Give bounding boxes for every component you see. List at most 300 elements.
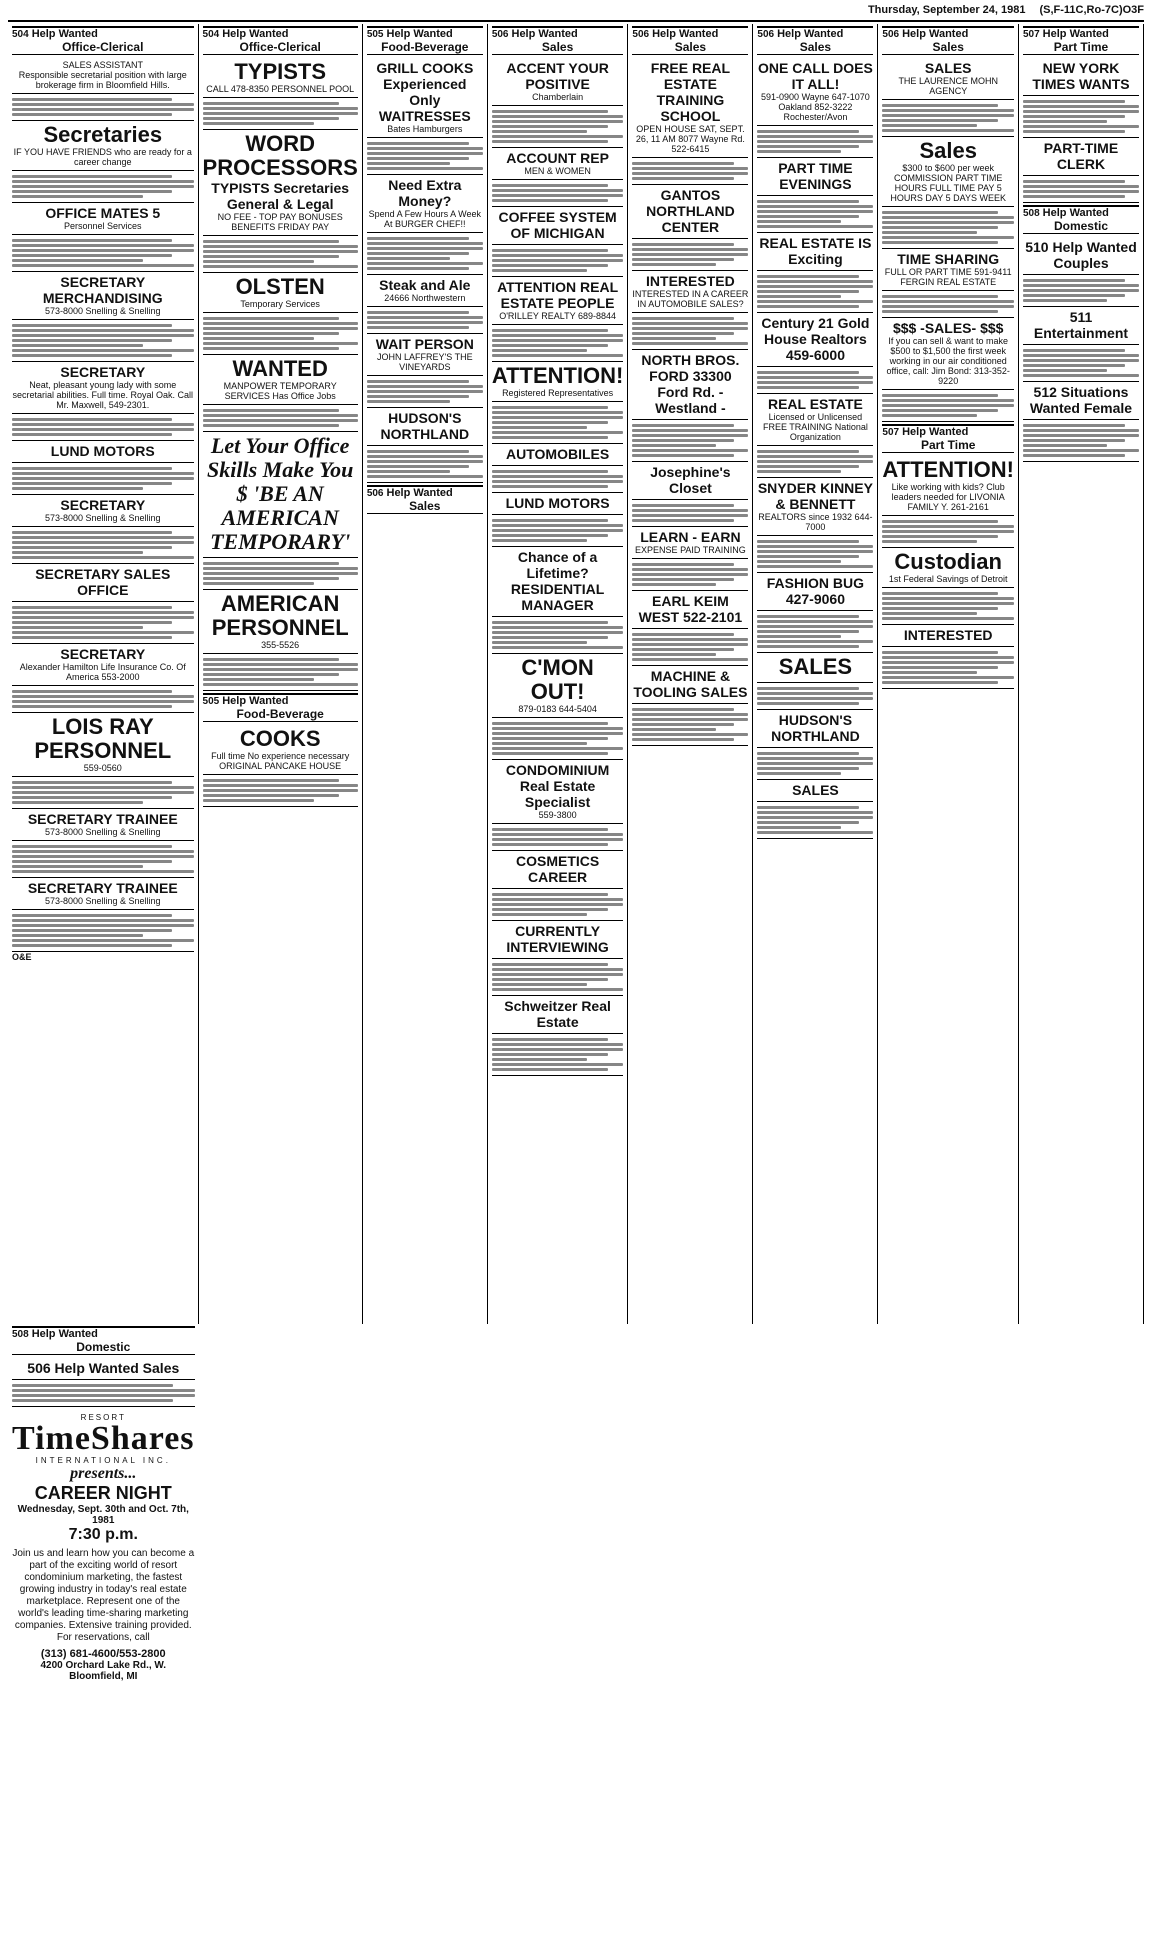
- ad-body-text: [882, 390, 1014, 422]
- text-line: [492, 1063, 624, 1066]
- text-line: [12, 705, 172, 708]
- ad-title: Century 21 Gold House Realtors 459-6000: [761, 315, 870, 363]
- text-line: [492, 737, 608, 740]
- text-line: [203, 117, 340, 120]
- classified-ad: [1023, 382, 1139, 420]
- text-line: [12, 113, 172, 116]
- ad-body-text: [12, 320, 194, 362]
- text-line: [492, 120, 624, 123]
- ad-body-text: [203, 98, 358, 130]
- ad-detail: $300 to $600 per week COMMISSION PART TIME HOURS FULL TIME PAY 5 HOURS DAY 5 DAYS WEEK: [890, 163, 1006, 203]
- classified-ad: [632, 185, 748, 239]
- text-line: [632, 568, 748, 571]
- ad-title: FASHION BUG 427-9060: [766, 575, 865, 607]
- section-category: Sales: [409, 499, 441, 513]
- section-number: 507: [1022, 29, 1040, 40]
- classified-ad: [203, 432, 358, 558]
- text-line: [632, 723, 734, 726]
- classified-ad: [757, 780, 873, 802]
- text-line: [12, 1384, 173, 1387]
- text-line: [492, 1043, 624, 1046]
- ad-title: INTERESTED: [646, 273, 735, 289]
- text-line: [12, 541, 194, 544]
- text-line: [492, 752, 608, 755]
- section-header: [882, 26, 1014, 55]
- text-line: [882, 409, 998, 412]
- text-line: [367, 395, 469, 398]
- ad-body-text: [882, 516, 1014, 548]
- section-number: 505: [202, 696, 220, 707]
- section-title: Help Wanted: [222, 695, 289, 707]
- text-line: [12, 796, 172, 799]
- ad-body-text: [203, 405, 358, 432]
- ad-body-text: [12, 841, 194, 878]
- ad-title: 506 Help Wanted Sales: [27, 1360, 180, 1376]
- ad-detail: FULL OR PART TIME 591-9411 FERGIN REAL ESTATE: [884, 267, 1012, 287]
- section-number: 508: [1022, 208, 1040, 219]
- section-number: 507: [882, 427, 900, 438]
- ad-body-text: [632, 158, 748, 185]
- text-line: [632, 519, 734, 522]
- text-line: [882, 129, 1014, 132]
- text-line: [757, 130, 859, 133]
- classified-ad: [1023, 138, 1139, 176]
- section-number: 508: [12, 1329, 29, 1340]
- text-line: [882, 124, 977, 127]
- ad-detail: Bates Hamburgers: [387, 124, 463, 134]
- text-line: [882, 109, 1014, 112]
- text-line: [632, 327, 748, 330]
- text-line: [12, 855, 194, 858]
- text-line: [12, 695, 194, 698]
- classified-ad: [882, 137, 1014, 207]
- classified-ad: [367, 408, 483, 446]
- text-line: [632, 728, 716, 731]
- text-line: [492, 485, 608, 488]
- text-line: [632, 322, 748, 325]
- text-line: [492, 973, 624, 976]
- text-line: [492, 913, 587, 916]
- text-line: [757, 465, 859, 468]
- ad-title: EARL KEIM WEST 522-2101: [638, 593, 743, 625]
- ad-title: SECRETARY TRAINEE: [27, 811, 178, 827]
- section-header: [882, 424, 1014, 453]
- section-title: Help Wanted: [1042, 28, 1109, 40]
- ad-title: SECRETARY MERCHANDISING: [42, 274, 163, 306]
- ad-title: ATTENTION REAL ESTATE PEOPLE: [497, 279, 619, 311]
- text-line: [12, 259, 143, 262]
- text-line: [492, 199, 608, 202]
- text-line: [367, 257, 451, 260]
- text-line: [757, 540, 859, 543]
- text-line: [1023, 195, 1125, 198]
- ad-body-text: [757, 196, 873, 233]
- text-line: [12, 1389, 195, 1392]
- ad-body-text: [12, 686, 194, 713]
- ad-body-text: [12, 463, 194, 495]
- text-line: [757, 640, 873, 643]
- text-line: [757, 150, 841, 153]
- ad-detail: JOHN LAFFREY'S THE VINEYARDS: [377, 352, 473, 372]
- text-line: [882, 607, 998, 610]
- text-line: [12, 700, 194, 703]
- text-line: [492, 742, 587, 745]
- text-line: [1023, 125, 1139, 128]
- ad-body-text: [757, 748, 873, 780]
- text-line: [492, 249, 608, 252]
- ad-body-text: [367, 446, 483, 483]
- text-line: [12, 626, 143, 629]
- text-line: [203, 337, 315, 340]
- ad-body-text: [367, 307, 483, 334]
- text-line: [632, 243, 734, 246]
- text-line: [367, 167, 483, 170]
- text-line: [492, 646, 624, 649]
- text-line: [12, 487, 143, 490]
- classified-ad: [203, 130, 358, 236]
- ad-title: GANTOS NORTHLAND CENTER: [646, 187, 735, 235]
- ad-title: ONE CALL DOES IT ALL!: [757, 60, 873, 92]
- classified-ad: [492, 444, 624, 466]
- text-line: [367, 247, 483, 250]
- ad-detail: 573-8000 Snelling & Snelling: [44, 306, 161, 316]
- ad-title: SECRETARY TRAINEE: [27, 880, 178, 896]
- classified-ad: [12, 121, 194, 171]
- text-line: [882, 666, 998, 669]
- section-title: Help Wanted: [777, 28, 844, 40]
- section-category: Part Time: [920, 438, 976, 452]
- text-line: [757, 645, 859, 648]
- text-line: [12, 845, 172, 848]
- timeshares-presents: presents...: [70, 1465, 137, 1482]
- text-line: [203, 668, 358, 671]
- text-line: [1023, 369, 1107, 372]
- ad-headline: ATTENTION!: [882, 457, 1014, 482]
- ad-body-text: [12, 94, 194, 121]
- ad-detail: Personnel Services: [64, 221, 142, 231]
- text-line: [882, 236, 1014, 239]
- text-line: [12, 324, 172, 327]
- text-line: [203, 424, 340, 427]
- text-line: [492, 983, 587, 986]
- ad-headline: LOIS RAY PERSONNEL: [34, 714, 172, 763]
- text-line: [1023, 120, 1107, 123]
- ad-title: 512 Situations Wanted Female: [1029, 384, 1133, 416]
- text-line: [632, 509, 748, 512]
- text-line: [12, 190, 172, 193]
- ad-detail: CALL 478-8350 PERSONNEL POOL: [206, 84, 355, 94]
- text-line: [632, 449, 748, 452]
- column-4: [488, 24, 629, 1324]
- text-line: [882, 651, 998, 654]
- text-line: [12, 1394, 195, 1397]
- text-line: [492, 968, 624, 971]
- text-line: [492, 110, 608, 113]
- ad-headline: OLSTEN: [235, 274, 325, 299]
- text-line: [203, 799, 315, 802]
- ad-body-text: [12, 602, 194, 644]
- text-line: [757, 687, 859, 690]
- text-line: [367, 242, 483, 245]
- text-line: [1023, 299, 1107, 302]
- text-line: [12, 334, 194, 337]
- text-line: [367, 147, 483, 150]
- text-line: [492, 475, 624, 478]
- text-line: [632, 429, 748, 432]
- text-line: [1023, 374, 1139, 377]
- text-line: [632, 342, 748, 345]
- text-line: [492, 978, 608, 981]
- text-line: [12, 850, 194, 853]
- text-line: [632, 713, 748, 716]
- text-line: [12, 472, 194, 475]
- timeshares-address: 4200 Orchard Lake Rd., W. Bloomfield, MI: [40, 1660, 167, 1682]
- text-line: [492, 480, 624, 483]
- text-line: [203, 260, 315, 263]
- section-category: Sales: [932, 40, 964, 54]
- ad-title: 511 Entertainment: [1033, 309, 1129, 341]
- text-line: [12, 786, 194, 789]
- text-line: [12, 1399, 173, 1402]
- classified-ad: [492, 362, 624, 402]
- text-line: [12, 929, 172, 932]
- ad-body-text: [757, 446, 873, 478]
- text-line: [12, 349, 194, 352]
- section-number: 505: [366, 29, 384, 40]
- ad-detail: NO FEE - TOP PAY BONUSES BENEFITS FRIDAY PAY: [217, 212, 343, 232]
- classified-ad: [492, 58, 624, 106]
- classified-ad: [757, 478, 873, 536]
- text-line: [492, 135, 624, 138]
- ad-title: LUND MOTORS: [50, 443, 155, 459]
- text-line: [492, 406, 608, 409]
- section-category: Office-Clerical: [62, 40, 144, 54]
- ad-body-text: [203, 654, 358, 691]
- text-line: [367, 262, 483, 265]
- text-line: [632, 248, 748, 251]
- text-line: [492, 264, 608, 267]
- text-line: [882, 216, 1014, 219]
- text-line: [367, 237, 469, 240]
- text-line: [12, 249, 194, 252]
- text-line: [492, 529, 624, 532]
- section-number: 506: [882, 29, 900, 40]
- text-line: [632, 332, 734, 335]
- classified-ad: [757, 394, 873, 446]
- ad-title: MACHINE & TOOLING SALES: [633, 668, 748, 700]
- text-line: [12, 860, 172, 863]
- ad-detail: Temporary Services: [240, 299, 320, 309]
- column-9: [8, 1324, 199, 1936]
- text-line: [203, 414, 358, 417]
- text-line: [367, 450, 469, 453]
- text-line: [757, 555, 859, 558]
- classified-ad: [203, 58, 358, 98]
- text-line: [882, 104, 998, 107]
- ad-title: TYPISTS Secretaries General & Legal: [211, 180, 350, 212]
- ad-title: SNYDER KINNEY & BENNETT: [757, 480, 873, 512]
- text-line: [203, 784, 358, 787]
- text-line: [12, 418, 172, 421]
- text-line: [757, 692, 873, 695]
- text-line: [492, 636, 608, 639]
- text-line: [632, 633, 734, 636]
- ad-title: SALES: [924, 60, 972, 76]
- text-line: [492, 963, 608, 966]
- text-line: [203, 317, 340, 320]
- ad-body-text: [492, 718, 624, 760]
- ad-body-text: [367, 138, 483, 175]
- text-line: [757, 545, 873, 548]
- text-line: [12, 870, 194, 873]
- text-line: [757, 200, 859, 203]
- ad-body-text: [492, 180, 624, 207]
- text-line: [367, 400, 451, 403]
- ad-headline: WANTED: [232, 356, 328, 381]
- text-line: [757, 145, 859, 148]
- classified-ad: [1023, 307, 1139, 345]
- ad-text: Responsible secretarial position with large brokerage firm in Bloomfield Hills.: [18, 70, 187, 90]
- section-header: [367, 26, 483, 55]
- section-header: [12, 26, 194, 55]
- text-line: [757, 772, 841, 775]
- ad-body-text: [757, 802, 873, 839]
- classified-ad: [632, 591, 748, 629]
- text-line: [882, 231, 977, 234]
- text-line: [632, 253, 748, 256]
- ad-title: HUDSON'S NORTHLAND: [380, 410, 470, 442]
- text-line: [12, 621, 172, 624]
- text-line: [632, 653, 716, 656]
- text-line: [12, 423, 194, 426]
- text-line: [632, 258, 734, 261]
- text-line: [367, 311, 469, 314]
- text-line: [757, 460, 873, 463]
- ad-title: COFFEE SYSTEM OF MICHIGAN: [498, 209, 617, 241]
- text-line: [492, 259, 624, 262]
- text-line: [492, 898, 624, 901]
- text-line: [12, 329, 194, 332]
- ad-detail: O'RILLEY REALTY 689-8844: [499, 311, 616, 321]
- text-line: [12, 482, 172, 485]
- column-6: [753, 24, 878, 1324]
- text-line: [492, 140, 608, 143]
- text-line: [492, 334, 624, 337]
- ad-detail: 24666 Northwestern: [384, 293, 466, 303]
- classified-ad: [632, 271, 748, 313]
- ad-title: OFFICE MATES 5: [45, 205, 161, 221]
- text-line: [632, 454, 734, 457]
- text-line: [757, 816, 873, 819]
- text-line: [492, 436, 608, 439]
- ad-detail: Registered Representatives: [502, 388, 614, 398]
- text-line: [203, 683, 358, 686]
- ad-detail: EXPENSE PAID TRAINING: [635, 545, 746, 555]
- ad-title: TIME SHARING: [897, 251, 1000, 267]
- page-footer: O&E: [12, 952, 32, 962]
- ad-title: REAL ESTATE: [767, 396, 863, 412]
- text-line: [203, 250, 358, 253]
- section-category: Part Time: [1053, 40, 1109, 54]
- text-line: [632, 573, 748, 576]
- text-line: [757, 635, 841, 638]
- ad-detail: 591-0900 Wayne 647-1070 Oakland 852-3222 Rochester/Avon: [761, 92, 870, 122]
- text-line: [203, 409, 340, 412]
- text-line: [367, 316, 483, 319]
- text-line: [492, 470, 608, 473]
- text-line: [882, 221, 1014, 224]
- text-line: [882, 661, 1014, 664]
- ad-title: NORTH BROS. FORD 33300 Ford Rd. - Westland -: [641, 352, 740, 416]
- text-line: [12, 801, 143, 804]
- ad-body-text: [1023, 275, 1139, 307]
- text-line: [492, 828, 608, 831]
- ad-headline: Let Your Office Skills Make You $ 'BE AN AMERICAN TEMPORARY': [207, 433, 354, 554]
- text-line: [757, 615, 859, 618]
- text-line: [203, 658, 340, 661]
- text-line: [492, 524, 624, 527]
- ad-body-text: [1023, 96, 1139, 138]
- text-line: [203, 332, 340, 335]
- text-line: [367, 390, 483, 393]
- text-line: [882, 241, 998, 244]
- text-line: [1023, 110, 1139, 113]
- text-line: [12, 239, 172, 242]
- text-line: [632, 167, 748, 170]
- section-header: [757, 26, 873, 55]
- ad-body-text: [1023, 176, 1139, 203]
- ad-body-text: [492, 325, 624, 362]
- ad-detail: 1st Federal Savings of Detroit: [888, 574, 1008, 584]
- ad-headline: ATTENTION!: [491, 363, 624, 388]
- text-line: [757, 560, 841, 563]
- text-line: [757, 767, 859, 770]
- text-line: [12, 354, 172, 357]
- section-category: Food-Beverage: [381, 40, 469, 54]
- section-title: Help Wanted: [1042, 207, 1109, 219]
- classified-ad: [12, 713, 194, 777]
- text-line: [757, 630, 859, 633]
- ad-detail: 355-5526: [261, 640, 300, 650]
- text-line: [757, 550, 873, 553]
- text-line: [12, 546, 172, 549]
- ad-detail: Licensed or Unlicensed FREE TRAINING National Organization: [762, 412, 868, 442]
- classified-columns: [8, 24, 1144, 1936]
- ad-title: HUDSON'S NORTHLAND: [771, 712, 860, 744]
- text-line: [632, 583, 716, 586]
- text-line: [632, 337, 716, 340]
- section-header: [632, 26, 748, 55]
- ad-title: NEW YORK TIMES WANTS: [1032, 60, 1130, 92]
- classified-ad: [492, 207, 624, 245]
- text-line: [1023, 190, 1139, 193]
- text-line: [203, 419, 358, 422]
- text-line: [632, 578, 734, 581]
- text-line: [203, 112, 358, 115]
- ad-detail: 573-8000 Snelling & Snelling: [44, 513, 161, 523]
- text-line: [757, 470, 841, 473]
- text-line: [12, 616, 194, 619]
- timeshares-title: CAREER NIGHT: [34, 1483, 172, 1503]
- ad-title: WAIT PERSON: [375, 336, 474, 352]
- classified-ad: [757, 158, 873, 196]
- text-line: [492, 431, 624, 434]
- classified-ad: [492, 148, 624, 180]
- text-line: [757, 300, 873, 303]
- ad-body-text: [757, 536, 873, 573]
- text-line: [492, 843, 608, 846]
- text-line: [632, 177, 734, 180]
